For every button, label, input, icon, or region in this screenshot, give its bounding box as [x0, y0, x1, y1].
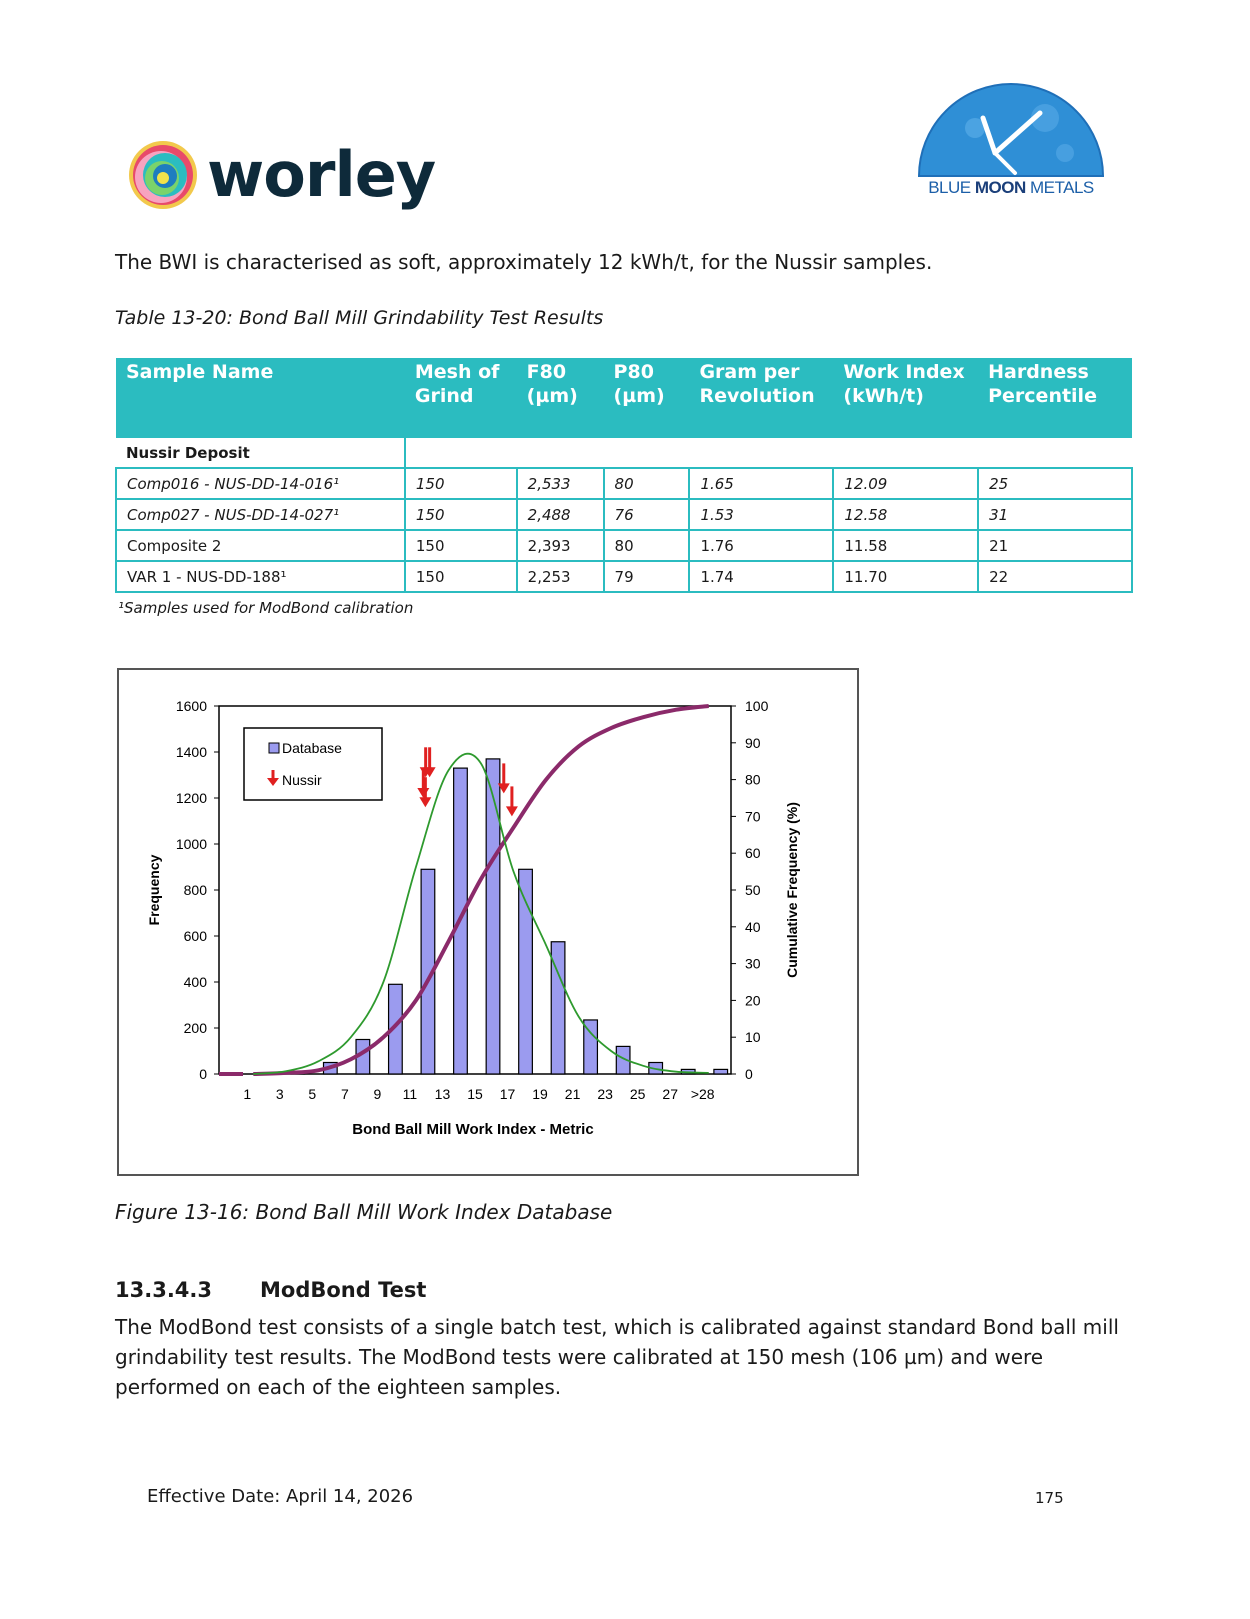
- header-f80: F80 (µm): [517, 358, 604, 438]
- table-group-row: [116, 438, 1132, 468]
- y-tick-label: 400: [183, 974, 207, 990]
- figure-caption: Figure 13-16: Bond Ball Mill Work Index Database: [115, 1200, 613, 1224]
- group-label: Nussir Deposit: [116, 438, 405, 468]
- cell-work-index: 11.70: [833, 561, 978, 592]
- cell-f80: 2,533: [517, 468, 604, 499]
- x-tick-label: 25: [629, 1086, 646, 1102]
- table-header-row: [116, 358, 1132, 438]
- grindability-results-table: [115, 358, 1133, 593]
- x-tick-label: 3: [275, 1086, 284, 1102]
- section-title: ModBond Test: [260, 1278, 427, 1302]
- y2-tick-label: 40: [745, 918, 761, 935]
- work-index-chart: [117, 668, 859, 1176]
- cell-hardness: 25: [978, 468, 1132, 499]
- cell-p80: 79: [604, 561, 690, 592]
- legend-database-label: Database: [282, 740, 342, 756]
- cell-sample-name: Comp027 - NUS-DD-14-027¹: [116, 499, 405, 530]
- y2-tick-label: 60: [745, 845, 761, 862]
- cell-hardness: 31: [978, 499, 1132, 530]
- table-row: [116, 499, 1132, 530]
- footer-effective-date: Effective Date: April 14, 2026: [147, 1486, 414, 1507]
- header-sample-name: Sample Name: [116, 358, 405, 438]
- cell-work-index: 12.09: [833, 468, 978, 499]
- y2-tick-label: 100: [745, 698, 769, 714]
- x-tick-label: 21: [564, 1086, 581, 1102]
- section-number: 13.3.4.3: [115, 1278, 212, 1302]
- x-tick-label: 19: [532, 1086, 548, 1102]
- x-tick-label: 23: [597, 1086, 613, 1102]
- x-tick-label: 17: [499, 1086, 516, 1102]
- cell-mesh: 150: [405, 530, 517, 561]
- x-tick-label: 27: [662, 1086, 678, 1102]
- y-tick-label: 1000: [175, 836, 207, 852]
- x-tick-label: >28: [690, 1086, 715, 1102]
- x-tick-label: 11: [402, 1086, 418, 1102]
- cell-work-index: 11.58: [833, 530, 978, 561]
- table-caption: Table 13-20: Bond Ball Mill Grindability Test Results: [115, 307, 604, 329]
- cell-p80: 80: [604, 468, 690, 499]
- cell-p80: 76: [604, 499, 690, 530]
- cell-work-index: 12.58: [833, 499, 978, 530]
- blue-moon-metals-logo: [915, 78, 1107, 203]
- header-mesh-of-grind: Mesh of Grind: [405, 358, 517, 438]
- header-gram-per-revolution: Gram per Revolution: [689, 358, 833, 438]
- y-axis-label: Frequency: [146, 854, 162, 926]
- intro-paragraph: The BWI is characterised as soft, approximately 12 kWh/t, for the Nussir samples.: [115, 250, 933, 274]
- cell-gpr: 1.65: [689, 468, 833, 499]
- x-axis-label: Bond Ball Mill Work Index - Metric: [352, 1121, 594, 1138]
- x-tick-label: 13: [434, 1086, 451, 1102]
- chart-canvas: [119, 670, 857, 1174]
- cell-sample-name: Comp016 - NUS-DD-14-016¹: [116, 468, 405, 499]
- y-tick-label: 1200: [175, 790, 207, 806]
- cell-hardness: 21: [978, 530, 1132, 561]
- y2-tick-label: 70: [745, 808, 761, 825]
- y2-tick-label: 20: [745, 992, 761, 1009]
- cell-gpr: 1.53: [689, 499, 833, 530]
- cell-sample-name: Composite 2: [116, 530, 405, 561]
- y-tick-label: 800: [183, 882, 207, 898]
- worley-swirl-icon: [125, 135, 203, 215]
- legend-database-swatch: [269, 743, 279, 753]
- bar: [486, 759, 500, 1074]
- y-tick-label: 1400: [175, 744, 207, 760]
- y-tick-label: 200: [183, 1020, 207, 1036]
- cell-mesh: 150: [405, 499, 517, 530]
- y2-tick-label: 0: [745, 1066, 753, 1082]
- cell-sample-name: VAR 1 - NUS-DD-188¹: [116, 561, 405, 592]
- header-hardness-percentile: Hardness Percentile: [978, 358, 1132, 438]
- cell-f80: 2,488: [517, 499, 604, 530]
- header-work-index: Work Index (kWh/t): [833, 358, 978, 438]
- table-row: [116, 468, 1132, 499]
- table-row: [116, 561, 1132, 592]
- y-tick-label: 0: [199, 1066, 207, 1082]
- section-body: The ModBond test consists of a single batch test, which is calibrated against standard Bond ball mill grindability test results. The ModBond tests were calibrated at 150 mesh (106 µm) and were performed on each of the eighteen samples.: [115, 1315, 1119, 1399]
- header-p80: P80 (µm): [604, 358, 690, 438]
- x-tick-label: 1: [243, 1086, 252, 1102]
- x-tick-label: 7: [340, 1086, 349, 1102]
- footer-page-number: 175: [1035, 1489, 1064, 1507]
- cell-mesh: 150: [405, 561, 517, 592]
- legend-box: [244, 728, 382, 800]
- table-row: [116, 530, 1132, 561]
- cell-mesh: 150: [405, 468, 517, 499]
- x-tick-label: 9: [373, 1086, 382, 1102]
- blue-moon-metals-wordmark: BLUE MOON METALS: [928, 178, 1094, 197]
- worley-wordmark: worley: [207, 138, 436, 211]
- y2-tick-label: 90: [745, 734, 761, 751]
- y2-tick-label: 10: [745, 1029, 761, 1046]
- cell-f80: 2,253: [517, 561, 604, 592]
- bar: [714, 1069, 728, 1074]
- x-tick-label: 5: [308, 1086, 317, 1102]
- worley-logo: [125, 135, 445, 215]
- y-tick-label: 600: [183, 928, 207, 944]
- legend-nussir-label: Nussir: [282, 772, 322, 788]
- moon-clock-icon: [915, 78, 1107, 178]
- table-footnote: ¹Samples used for ModBond calibration: [118, 599, 414, 617]
- y2-tick-label: 50: [745, 882, 761, 898]
- cell-hardness: 22: [978, 561, 1132, 592]
- section-heading: [115, 1278, 426, 1302]
- cell-p80: 80: [604, 530, 690, 561]
- x-tick-label: 15: [467, 1086, 483, 1102]
- cell-f80: 2,393: [517, 530, 604, 561]
- y-tick-label: 1600: [175, 698, 207, 714]
- y2-tick-label: 30: [745, 955, 761, 972]
- y2-tick-label: 80: [745, 771, 761, 788]
- cell-gpr: 1.74: [689, 561, 833, 592]
- y2-axis-label: Cumulative Frequency (%): [784, 802, 800, 978]
- cell-gpr: 1.76: [689, 530, 833, 561]
